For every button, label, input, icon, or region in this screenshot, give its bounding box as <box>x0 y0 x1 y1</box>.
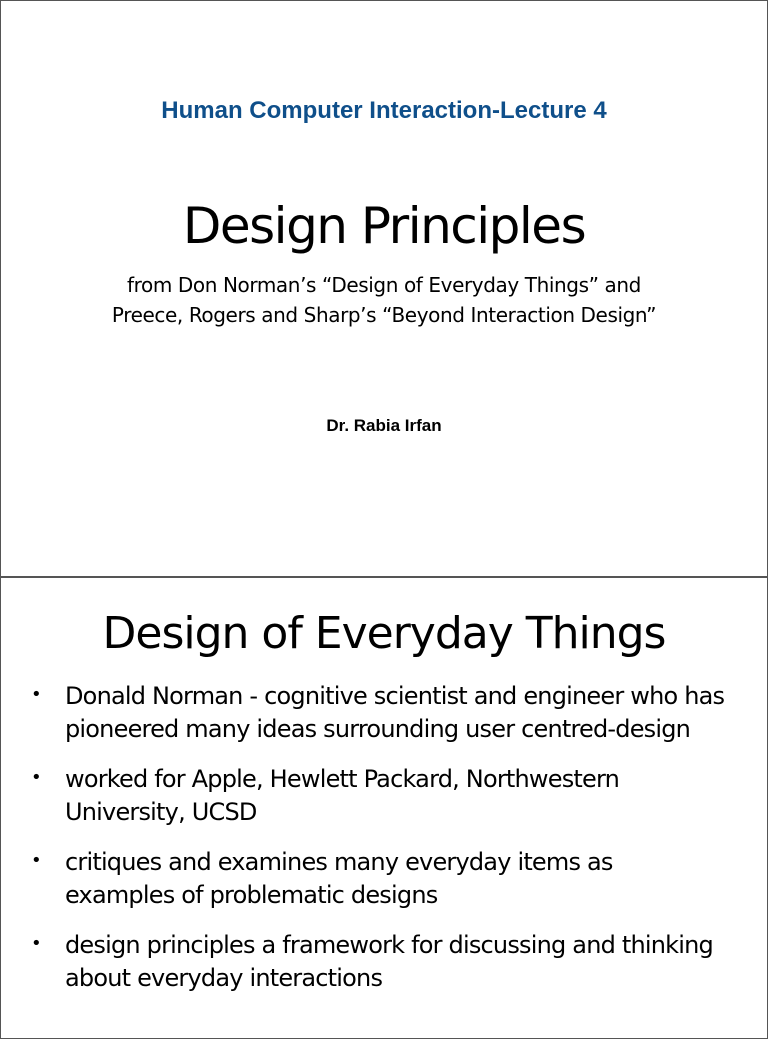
bullet-item <box>1 680 767 746</box>
bullet-text: worked for Apple, Hewlett Packard, Northwestern University, UCSD <box>65 765 620 826</box>
bullet-text: design principles a framework for discussing and thinking about everyday interactions <box>65 931 713 992</box>
lecture-title: Design Principles <box>182 197 586 255</box>
bullet-item <box>1 763 767 829</box>
bullet-item <box>1 929 767 995</box>
subtitle-line-2: Preece, Rogers and Sharp’s “Beyond Interaction Design” <box>111 303 657 327</box>
course-title: Human Computer Interaction-Lecture 4 <box>161 97 607 124</box>
bullet-icon: • <box>31 767 41 788</box>
bullet-list <box>1 680 767 1012</box>
bullet-text: Donald Norman - cognitive scientist and engineer who has pioneered many ideas surrounding user centred-design <box>65 682 725 743</box>
bullet-icon: • <box>31 684 41 705</box>
bullet-icon: • <box>31 933 41 954</box>
subtitle-line-1: from Don Norman’s “Design of Everyday Things” and <box>127 273 641 297</box>
bullet-text: critiques and examines many everyday items as examples of problematic designs <box>65 848 613 909</box>
author-name: Dr. Rabia Irfan <box>326 416 442 435</box>
slide-2 <box>0 577 768 1039</box>
slide-title: Design of Everyday Things <box>102 608 666 659</box>
bullet-icon: • <box>31 850 41 871</box>
bullet-item <box>1 846 767 912</box>
